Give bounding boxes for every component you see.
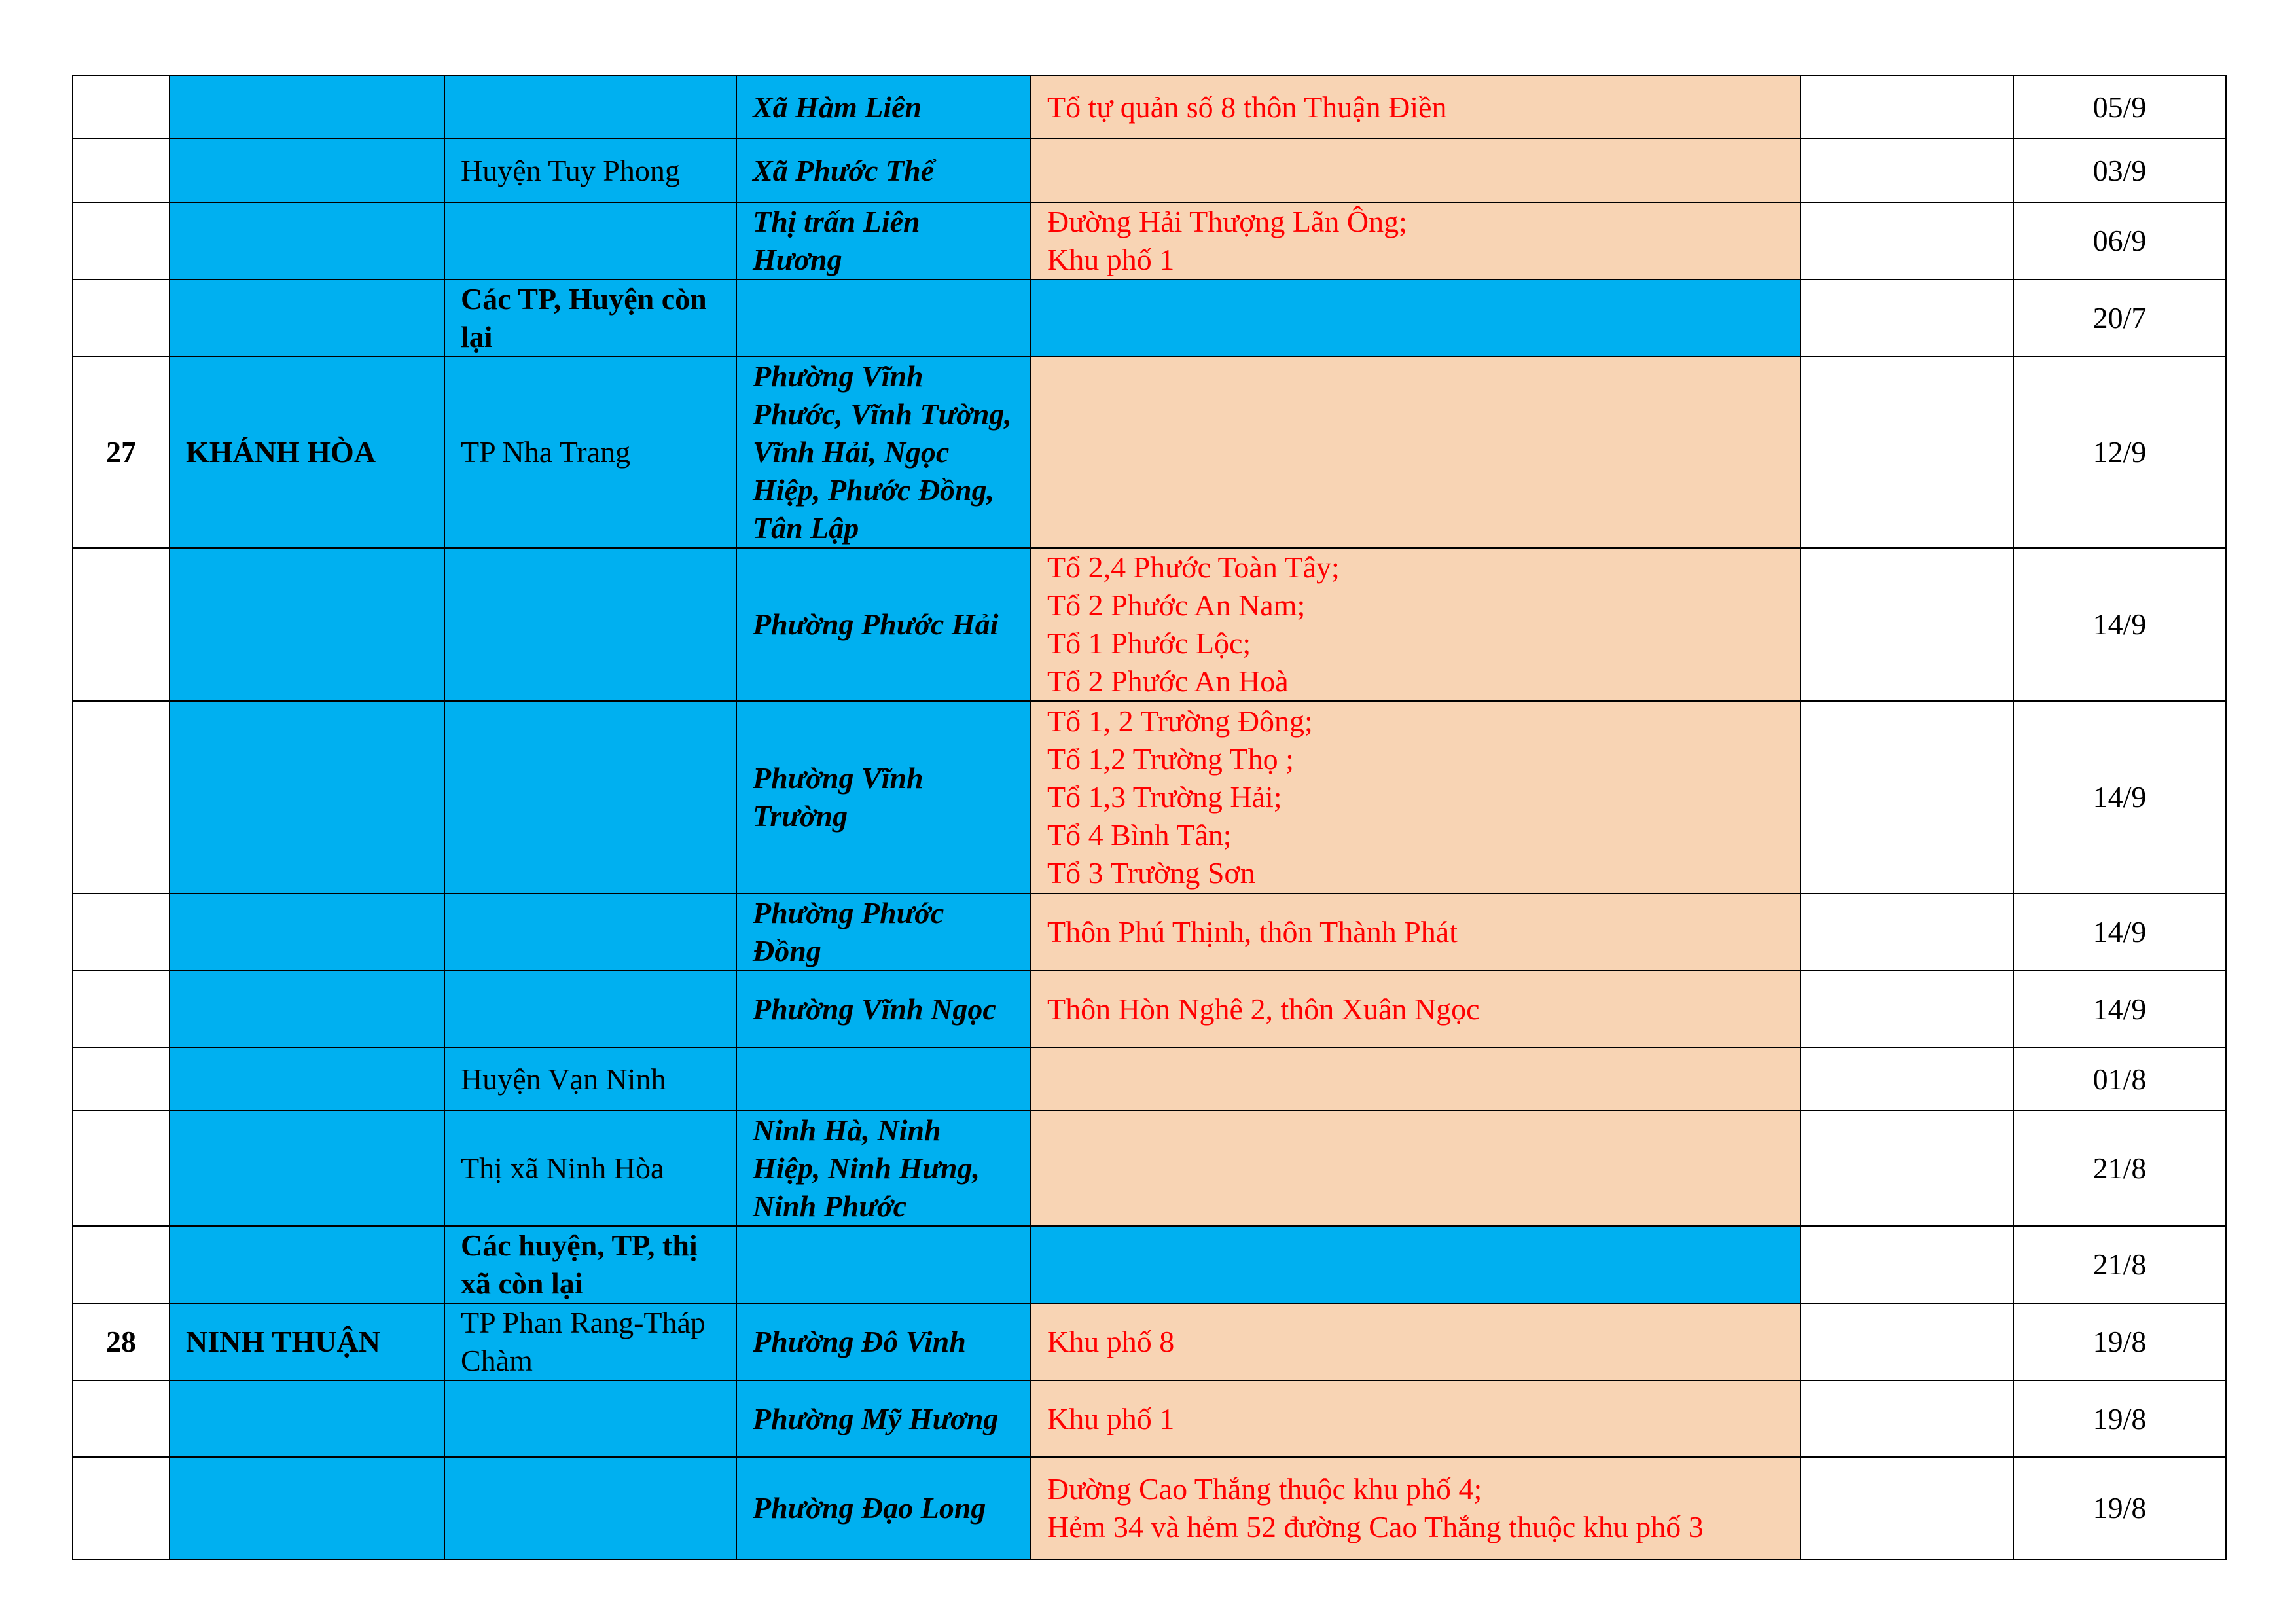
ward-cell: Thị trấn Liên Hương (736, 202, 1031, 280)
ward-cell: Phường Vĩnh Phước, Vĩnh Tường, Vĩnh Hải, Ngọc Hiệp, Phước Đồng, Tân Lập (736, 357, 1031, 548)
area-cell (1031, 1111, 1801, 1226)
date-cell: 03/9 (2013, 139, 2226, 202)
row-number (73, 971, 170, 1047)
province-cell (170, 1457, 444, 1559)
table-row (73, 548, 2226, 701)
district-cell: Huyện Vạn Ninh (444, 1047, 736, 1111)
area-cell: Tổ tự quản số 8 thôn Thuận Điền (1031, 75, 1801, 139)
area-cell: Đường Hải Thượng Lãn Ông; Khu phố 1 (1031, 202, 1801, 280)
note-cell (1801, 701, 2013, 893)
row-number (73, 1380, 170, 1457)
date-cell: 14/9 (2013, 971, 2226, 1047)
district-cell (444, 1380, 736, 1457)
province-cell (170, 971, 444, 1047)
table-row (73, 1380, 2226, 1457)
table-row (73, 1457, 2226, 1559)
district-cell: TP Phan Rang-Tháp Chàm (444, 1303, 736, 1380)
province-cell (170, 893, 444, 971)
row-number: 27 (73, 357, 170, 548)
ward-cell: Phường Phước Hải (736, 548, 1031, 701)
date-cell: 21/8 (2013, 1111, 2226, 1226)
note-cell (1801, 202, 2013, 280)
table-row (73, 75, 2226, 139)
district-cell (444, 971, 736, 1047)
province-cell (170, 139, 444, 202)
table-row (73, 139, 2226, 202)
epidemic-area-table (72, 75, 2227, 1560)
district-cell (444, 548, 736, 701)
row-number (73, 1047, 170, 1111)
row-number (73, 202, 170, 280)
table-row (73, 202, 2226, 280)
ward-cell: Xã Hàm Liên (736, 75, 1031, 139)
province-cell (170, 548, 444, 701)
row-number (73, 75, 170, 139)
ward-cell: Phường Vĩnh Trường (736, 701, 1031, 893)
ward-cell: Phường Mỹ Hương (736, 1380, 1031, 1457)
ward-cell: Phường Đạo Long (736, 1457, 1031, 1559)
date-cell: 20/7 (2013, 280, 2226, 357)
table-row (73, 1226, 2226, 1303)
row-number (73, 1111, 170, 1226)
ward-cell: Ninh Hà, Ninh Hiệp, Ninh Hưng, Ninh Phước (736, 1111, 1031, 1226)
note-cell (1801, 1111, 2013, 1226)
district-cell: Huyện Tuy Phong (444, 139, 736, 202)
province-cell (170, 280, 444, 357)
district-cell (444, 75, 736, 139)
table-row (73, 1111, 2226, 1226)
note-cell (1801, 971, 2013, 1047)
province-cell (170, 701, 444, 893)
date-cell: 14/9 (2013, 893, 2226, 971)
province-cell (170, 1380, 444, 1457)
date-cell: 19/8 (2013, 1457, 2226, 1559)
row-number (73, 548, 170, 701)
note-cell (1801, 1226, 2013, 1303)
district-cell (444, 701, 736, 893)
district-cell: TP Nha Trang (444, 357, 736, 548)
date-cell: 01/8 (2013, 1047, 2226, 1111)
note-cell (1801, 357, 2013, 548)
date-cell: 14/9 (2013, 701, 2226, 893)
date-cell: 12/9 (2013, 357, 2226, 548)
ward-cell (736, 280, 1031, 357)
table-row (73, 357, 2226, 548)
province-cell (170, 1047, 444, 1111)
province-cell: NINH THUẬN (170, 1303, 444, 1380)
area-cell (1031, 280, 1801, 357)
district-cell (444, 202, 736, 280)
district-cell (444, 893, 736, 971)
date-cell: 14/9 (2013, 548, 2226, 701)
date-cell: 05/9 (2013, 75, 2226, 139)
note-cell (1801, 139, 2013, 202)
area-cell: Đường Cao Thắng thuộc khu phố 4; Hẻm 34 và hẻm 52 đường Cao Thắng thuộc khu phố 3 (1031, 1457, 1801, 1559)
row-number (73, 893, 170, 971)
note-cell (1801, 1380, 2013, 1457)
area-cell (1031, 357, 1801, 548)
province-cell (170, 202, 444, 280)
area-cell (1031, 1047, 1801, 1111)
area-cell (1031, 139, 1801, 202)
row-number (73, 280, 170, 357)
area-cell: Thôn Hòn Nghê 2, thôn Xuân Ngọc (1031, 971, 1801, 1047)
province-cell (170, 1111, 444, 1226)
ward-cell: Phường Vĩnh Ngọc (736, 971, 1031, 1047)
table-row (73, 1303, 2226, 1380)
ward-cell: Xã Phước Thể (736, 139, 1031, 202)
date-cell: 06/9 (2013, 202, 2226, 280)
note-cell (1801, 1047, 2013, 1111)
province-cell: KHÁNH HÒA (170, 357, 444, 548)
note-cell (1801, 1457, 2013, 1559)
ward-cell (736, 1047, 1031, 1111)
row-number (73, 1457, 170, 1559)
note-cell (1801, 75, 2013, 139)
ward-cell: Phường Đô Vinh (736, 1303, 1031, 1380)
table-row (73, 280, 2226, 357)
row-number (73, 1226, 170, 1303)
note-cell (1801, 280, 2013, 357)
note-cell (1801, 1303, 2013, 1380)
table-row (73, 971, 2226, 1047)
area-cell: Khu phố 1 (1031, 1380, 1801, 1457)
ward-cell (736, 1226, 1031, 1303)
area-cell: Thôn Phú Thịnh, thôn Thành Phát (1031, 893, 1801, 971)
row-number: 28 (73, 1303, 170, 1380)
date-cell: 19/8 (2013, 1380, 2226, 1457)
area-cell: Tổ 2,4 Phước Toàn Tây; Tổ 2 Phước An Nam; Tổ 1 Phước Lộc; Tổ 2 Phước An Hoà (1031, 548, 1801, 701)
table-row (73, 701, 2226, 893)
table-row (73, 893, 2226, 971)
note-cell (1801, 893, 2013, 971)
row-number (73, 139, 170, 202)
table-row (73, 1047, 2226, 1111)
district-cell: Thị xã Ninh Hòa (444, 1111, 736, 1226)
area-cell: Khu phố 8 (1031, 1303, 1801, 1380)
area-cell: Tổ 1, 2 Trường Đông; Tổ 1,2 Trường Thọ ; Tổ 1,3 Trường Hải; Tổ 4 Bình Tân; Tổ 3 Trường Sơn (1031, 701, 1801, 893)
date-cell: 21/8 (2013, 1226, 2226, 1303)
row-number (73, 701, 170, 893)
note-cell (1801, 548, 2013, 701)
district-cell (444, 1457, 736, 1559)
ward-cell: Phường Phước Đồng (736, 893, 1031, 971)
province-cell (170, 75, 444, 139)
province-cell (170, 1226, 444, 1303)
area-cell (1031, 1226, 1801, 1303)
date-cell: 19/8 (2013, 1303, 2226, 1380)
district-cell: Các huyện, TP, thị xã còn lại (444, 1226, 736, 1303)
district-cell: Các TP, Huyện còn lại (444, 280, 736, 357)
